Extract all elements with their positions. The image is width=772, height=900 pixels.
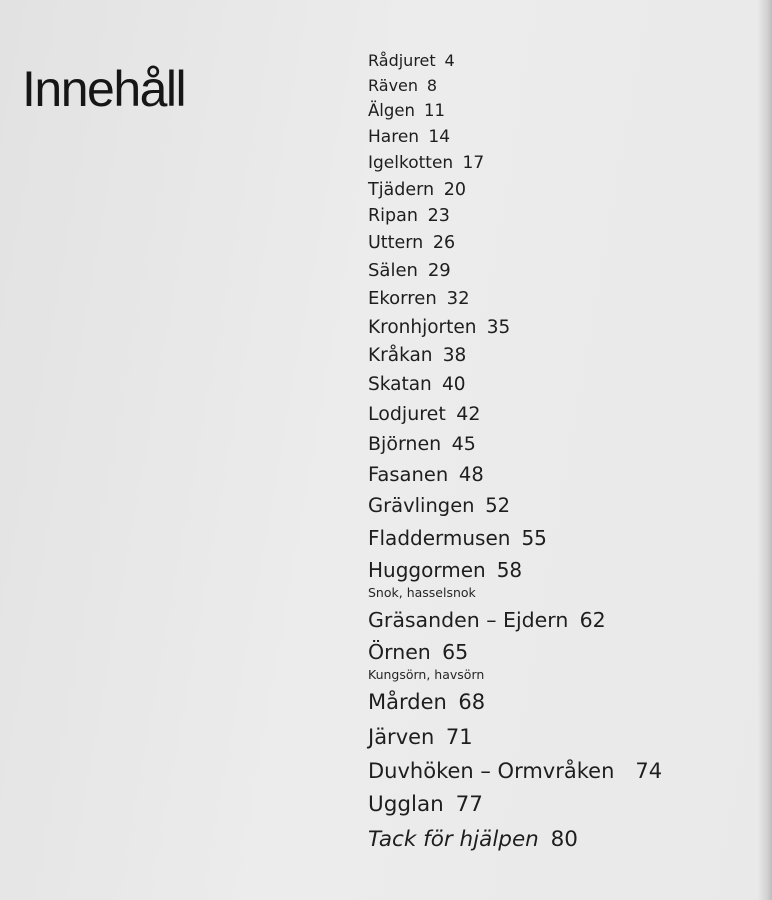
toc-entry xyxy=(368,761,662,782)
toc-entry-subtitle: Kungsörn, havsörn xyxy=(368,667,485,682)
toc-entry-page: 62 xyxy=(579,608,606,632)
toc-entry-label: Fladdermusen xyxy=(368,526,511,550)
toc-entry-label: Lodjuret xyxy=(368,403,446,425)
toc-entry-label: Örnen xyxy=(368,640,431,664)
toc-entry xyxy=(368,496,510,516)
toc-entry-label: Grävlingen xyxy=(368,494,475,517)
toc-entry-label: Igelkotten xyxy=(368,153,454,173)
toc-entry-page: 42 xyxy=(456,403,481,425)
toc-entry xyxy=(368,465,484,485)
page-title: Innehåll xyxy=(22,61,186,117)
toc-entry-label: Räven xyxy=(368,76,419,95)
toc-entry-page: 40 xyxy=(441,374,466,395)
toc-entry-page: 38 xyxy=(442,345,467,366)
toc-entry-label: Tjädern xyxy=(368,180,435,200)
toc-entry-page: 23 xyxy=(427,206,450,226)
toc-entry-page: 35 xyxy=(486,317,511,338)
toc-entry-page: 29 xyxy=(427,260,451,281)
toc-entry-label: Mården xyxy=(368,690,447,714)
toc-entry xyxy=(368,208,450,226)
toc-entry xyxy=(368,610,606,631)
toc-entry-label: Ripan xyxy=(368,206,418,226)
toc-entry-label: Fasanen xyxy=(368,463,449,486)
toc-entry xyxy=(368,727,473,748)
toc-entry xyxy=(368,642,468,663)
toc-entry xyxy=(368,435,476,454)
toc-entry xyxy=(368,103,445,120)
toc-entry xyxy=(368,560,522,580)
toc-entry-label: Rådjuret xyxy=(368,51,436,70)
toc-entry-page: 77 xyxy=(455,792,483,817)
toc-entry-label: Gräsanden – Ejdern xyxy=(368,608,569,632)
toc-entry xyxy=(368,262,451,280)
toc-entry-page: 8 xyxy=(426,76,438,95)
toc-entry xyxy=(368,347,466,366)
toc-entry-page: 20 xyxy=(443,180,467,200)
toc-entry-page: 52 xyxy=(485,494,511,517)
toc-entry xyxy=(368,829,578,851)
toc-entry xyxy=(368,528,547,548)
toc-entry-label: Ugglan xyxy=(368,792,444,817)
toc-entry-page: 68 xyxy=(458,690,486,714)
table-of-contents xyxy=(368,0,758,900)
page-edge xyxy=(758,0,772,900)
toc-entry-page: 58 xyxy=(496,558,523,582)
toc-entry-label: Haren xyxy=(368,127,420,147)
toc-entry xyxy=(368,155,484,172)
toc-entry-page: 32 xyxy=(446,288,470,309)
toc-entry xyxy=(368,53,455,69)
toc-entry xyxy=(368,290,470,308)
toc-entry xyxy=(368,129,450,146)
toc-entry xyxy=(368,794,483,816)
toc-entry-subtitle: Snok, hasselsnok xyxy=(368,585,476,600)
toc-entry-label: Huggormen xyxy=(368,558,486,582)
toc-entry-label: Duvhöken – Ormvråken xyxy=(368,759,615,783)
toc-entry-page: 4 xyxy=(444,51,455,70)
toc-entry-page: 14 xyxy=(428,127,451,147)
toc-entry-page: 48 xyxy=(458,463,484,486)
toc-entry-page: 71 xyxy=(445,725,473,749)
toc-entry-label: Ekorren xyxy=(368,288,437,309)
toc-entry-label: Älgen xyxy=(368,101,415,120)
toc-entry xyxy=(368,182,466,200)
toc-entry-page: 80 xyxy=(550,827,578,852)
toc-entry-label: Uttern xyxy=(368,233,424,253)
toc-entry xyxy=(368,692,485,713)
toc-entry-label: Skatan xyxy=(368,374,432,395)
toc-entry-page: 65 xyxy=(442,640,469,664)
toc-entry xyxy=(368,405,480,424)
toc-entry-page: 74 xyxy=(635,759,663,783)
toc-entry-page: 17 xyxy=(462,153,485,173)
toc-entry-page: 11 xyxy=(424,101,446,120)
toc-entry-label: Tack för hjälpen xyxy=(368,827,539,852)
toc-entry xyxy=(368,376,466,395)
toc-entry-page: 55 xyxy=(521,526,547,550)
toc-entry-label: Sälen xyxy=(368,260,418,281)
toc-entry-label: Kråkan xyxy=(368,345,433,366)
toc-entry xyxy=(368,319,510,338)
toc-entry-label: Kronhjorten xyxy=(368,317,477,338)
toc-entry-page: 45 xyxy=(451,433,476,455)
toc-entry xyxy=(368,235,455,253)
toc-entry xyxy=(368,78,437,94)
toc-entry-label: Björnen xyxy=(368,433,442,455)
toc-entry-page: 26 xyxy=(432,233,456,253)
toc-entry-label: Järven xyxy=(368,725,435,749)
